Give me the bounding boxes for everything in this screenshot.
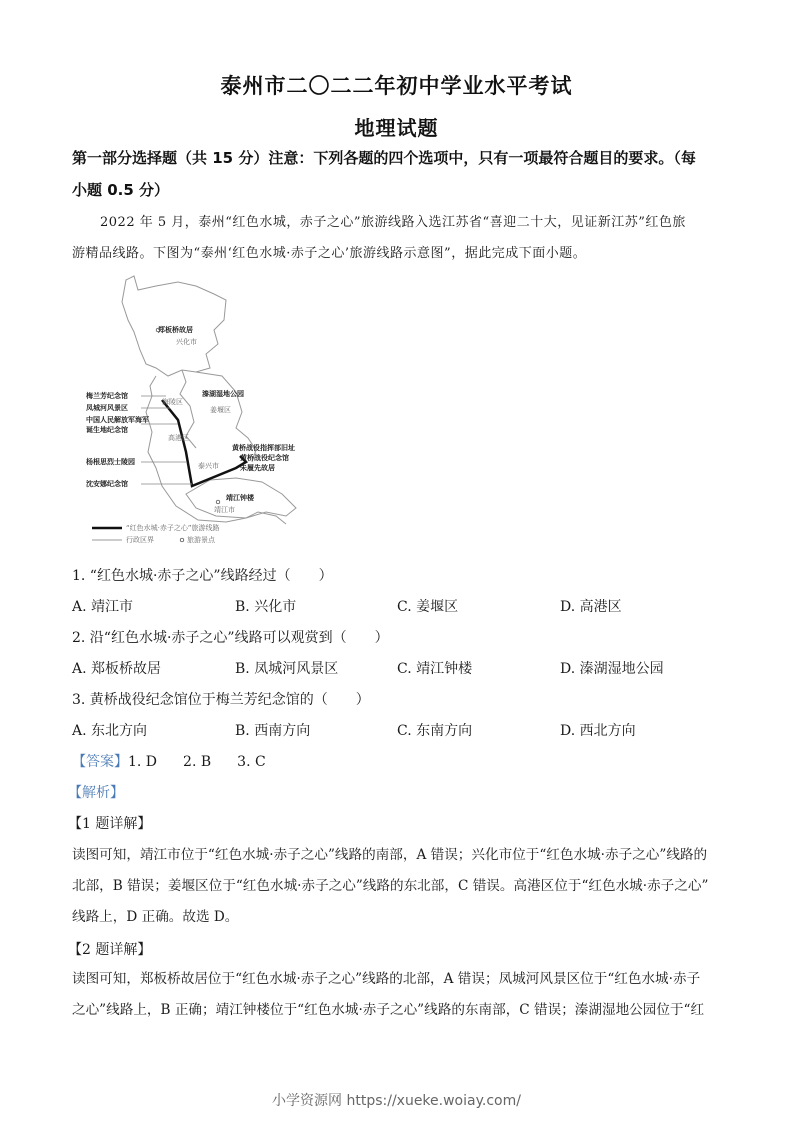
question-2-option-a: A. 郑板桥故居	[72, 661, 162, 677]
exam-subtitle: 地理试题	[354, 116, 439, 140]
label-zhengbanqiao: 郑板桥故居	[158, 326, 193, 334]
label-yanggensi: 杨根思烈士陵园	[86, 458, 135, 466]
question-1-option-c: C. 姜堰区	[397, 599, 459, 615]
question-3-stem: 3. 黄桥战役纪念馆位于梅兰芳纪念馆的（ ）	[72, 692, 370, 708]
map-outline	[86, 272, 326, 552]
label-qinhu: 溱湖湿地公园	[202, 390, 244, 398]
label-zhulvxian: 朱履先故居	[240, 464, 275, 472]
label-navy-line2: 诞生地纪念馆	[86, 426, 128, 434]
intro-line2: 游精品线路。下图为“泰州‘红色水城·赤子之心’旅游线路示意图”，据此完成下面小题。	[72, 246, 587, 261]
label-fengchenghe: 凤城河风景区	[86, 404, 128, 412]
question-2-option-d: D. 溱湖湿地公园	[560, 661, 664, 677]
question-3-option-a: A. 东北方向	[72, 723, 148, 739]
q2-explanation-line2: 之心”线路上，B 正确；靖江钟楼位于“红色水城·赤子之心”线路的东南部，C 错误；溱湖湿地公园位于“红	[72, 1002, 705, 1018]
intro-line1: 2022 年 5 月，泰州“红色水城，赤子之心”旅游线路入选江苏省“喜迎二十大，见证新江苏”红色旅	[100, 215, 686, 230]
label-xinghua: 兴化市	[176, 338, 197, 346]
question-1-option-b: B. 兴化市	[235, 599, 297, 615]
label-huangqiao-hq: 黄桥战役指挥部旧址	[232, 444, 295, 452]
label-meilanfang: 梅兰芳纪念馆	[86, 392, 128, 400]
legend-boundary: 行政区界	[126, 536, 154, 544]
q2-explanation-line1: 读图可知，郑板桥故居位于“红色水城·赤子之心”线路的北部，A 错误；凤城河风景区位于“红色水城·赤子	[72, 971, 701, 987]
q2-explanation	[72, 964, 724, 1026]
question-2-option-c: C. 靖江钟楼	[397, 661, 473, 677]
q1-explanation-line1: 读图可知，靖江市位于“红色水城·赤子之心”线路的南部，A 错误；兴化市位于“红色水城·赤子之心”线路的	[72, 847, 708, 863]
legend-spot: 旅游景点	[187, 536, 215, 544]
q1-explanation	[72, 840, 724, 933]
route-map	[86, 272, 326, 552]
answer-2: 2. B	[183, 754, 212, 770]
question-2-stem: 2. 沿“红色水城·赤子之心”线路可以观赏到（ ）	[72, 630, 389, 646]
section-heading-line1: 第一部分选择题（共 15 分）注意：下列各题的四个选项中，只有一项最符合题目的要求。（每	[72, 149, 696, 167]
answer-label: 【答案】	[72, 754, 128, 770]
q1-explanation-line2: 北部，B 错误；姜堰区位于“红色水城·赤子之心”线路的东北部，C 错误。高港区位于“红色水城·赤子之心”	[72, 878, 709, 894]
label-huangqiao-museum: 黄桥战役纪念馆	[240, 454, 289, 462]
label-jiangyan: 姜堰区	[210, 406, 231, 414]
label-jingjiang: 靖江市	[214, 506, 235, 514]
answer-1: 1. D	[128, 754, 158, 770]
question-3-option-d: D. 西北方向	[560, 723, 636, 739]
question-1-stem: 1. “红色水城·赤子之心”线路经过（ ）	[72, 568, 333, 584]
q1-detail-heading: 【1 题详解】	[68, 816, 152, 832]
intro-paragraph	[72, 207, 724, 269]
label-jingjiang-bell: 靖江钟楼	[226, 494, 254, 502]
analysis-label: 【解析】	[68, 785, 124, 801]
label-gaogang: 高港区	[168, 434, 189, 442]
answer-row	[72, 752, 266, 772]
question-3-option-c: C. 东南方向	[397, 723, 473, 739]
label-hailing: 海陵区	[162, 398, 183, 406]
label-taixing: 泰兴市	[198, 462, 219, 470]
footer-watermark: 小学资源网 https://xueke.woiay.com/	[272, 1093, 521, 1109]
legend-route: “红色水城·赤子之心”旅游线路	[126, 524, 220, 532]
label-navy-line1: 中国人民解放军海军	[86, 416, 149, 424]
question-3-option-b: B. 西南方向	[235, 723, 311, 739]
q2-detail-heading: 【2 题详解】	[68, 942, 152, 958]
section-heading-line2: 小题 0.5 分）	[72, 181, 170, 199]
answer-3: 3. C	[237, 754, 266, 770]
question-2-option-b: B. 凤城河风景区	[235, 661, 339, 677]
exam-title: 泰州市二〇二二年初中学业水平考试	[220, 74, 573, 98]
section-heading	[72, 142, 724, 206]
question-1-option-a: A. 靖江市	[72, 599, 134, 615]
q1-explanation-line3: 线路上，D 正确。故选 D。	[72, 909, 239, 925]
label-shenanna: 沈安娜纪念馆	[86, 480, 128, 488]
question-1-option-d: D. 高港区	[560, 599, 622, 615]
